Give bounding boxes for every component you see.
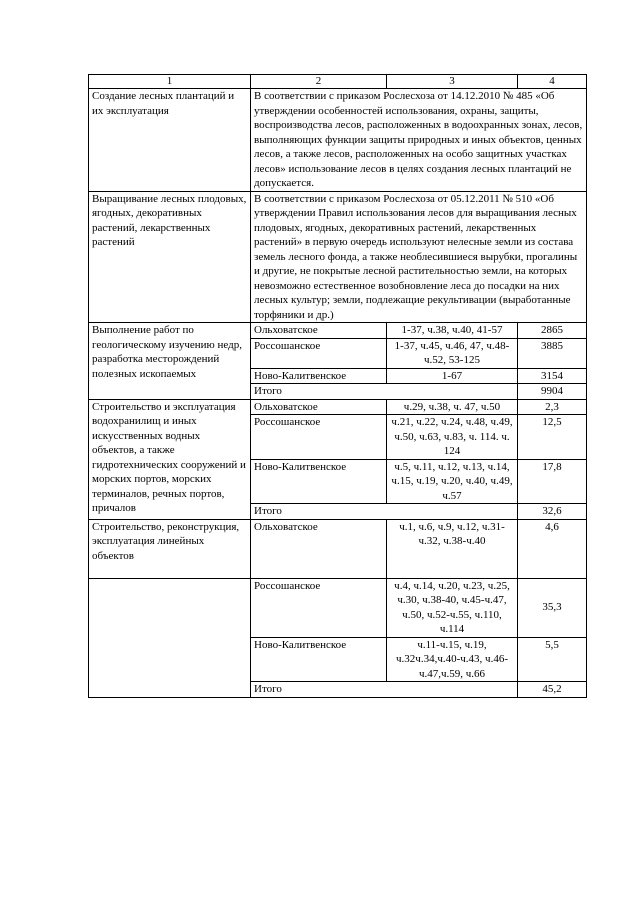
forestry-cell: Россошанское [251, 338, 387, 368]
total-label-cell: Итого [251, 504, 518, 520]
quarters-cell: ч.11-ч.15, ч.19, ч.32ч.34,ч.40-ч.43, ч.46-ч.47,ч.59, ч.66 [387, 637, 518, 682]
area-cell: 35,3 [518, 578, 587, 637]
use-type-cell-empty [89, 578, 251, 697]
area-cell: 2865 [518, 323, 587, 339]
table-row [89, 578, 587, 637]
description-cell: В соответствии с приказом Рослесхоза от 14.12.2010 № 485 «Об утверждении особенностей использования, охраны, защиты, воспроизводства лесов, расположенных в водоохранных зонах, лесов, выполняющих функции защиты природных и иных объектов, ценных лесов, а также лесов, расположенных на особо защитных участках лесов» использование лесов в целях создания лесных плантаций не допускается. [251, 89, 587, 192]
area-cell: 3154 [518, 368, 587, 384]
use-type-cell: Выращивание лесных плодовых, ягодных, декоративных растений, лекарственных растений [89, 191, 251, 323]
header-cell-1: 1 [89, 75, 251, 89]
area-cell: 12,5 [518, 415, 587, 460]
quarters-cell: 1-67 [387, 368, 518, 384]
use-type-cell: Выполнение работ по геологическому изучению недр, разработка месторождений полезных ископаемых [89, 323, 251, 400]
total-value-cell: 32,6 [518, 504, 587, 520]
use-type-cell: Создание лесных плантаций и их эксплуатация [89, 89, 251, 192]
header-row [89, 75, 587, 89]
table-row [89, 519, 587, 578]
header-cell-3: 3 [387, 75, 518, 89]
area-cell: 2,3 [518, 399, 587, 415]
area-cell: 17,8 [518, 459, 587, 504]
use-type-cell: Строительство, реконструкция, эксплуатация линейных объектов [89, 519, 251, 578]
forestry-cell: Россошанское [251, 415, 387, 460]
table-row [89, 89, 587, 192]
quarters-cell: ч.21, ч.22, ч.24, ч.48, ч.49, ч.50, ч.63, ч.83, ч. 114. ч. 124 [387, 415, 518, 460]
quarters-cell: ч.4, ч.14, ч.20, ч.23, ч.25, ч.30, ч.38-40, ч.45-ч.47, ч.50, ч.52-ч.55, ч.110, ч.114 [387, 578, 518, 637]
description-cell: В соответствии с приказом Рослесхоза от 05.12.2011 № 510 «Об утверждении Правил использования лесов для выращивания лесных плодовых, ягодных, декоративных растений, лекарственных растений» в первую очередь используют нелесные земли из состава земель лесного фонда, а также необлесившиеся вырубки, прогалины и другие, не покрытые лесной растительностью земли, на которых невозможно естественное возобновление леса до посадки на них лесных культур; земли, подлежащие рекультивации (выработанные торфяники и др.) [251, 191, 587, 323]
total-label-cell: Итого [251, 384, 518, 400]
area-cell: 3885 [518, 338, 587, 368]
header-cell-2: 2 [251, 75, 387, 89]
forestry-cell: Ново-Калитвенское [251, 368, 387, 384]
quarters-cell: ч.5, ч.11, ч.12, ч.13, ч.14, ч.15, ч.19, ч.20, ч.40, ч.49, ч.57 [387, 459, 518, 504]
table-row [89, 191, 587, 323]
area-cell: 4,6 [518, 519, 587, 578]
table-row [89, 323, 587, 339]
forestry-cell: Россошанское [251, 578, 387, 637]
use-type-cell: Строительство и эксплуатация водохранилищ и иных искусственных водных объектов, а также гидротехнических сооружений и морских портов, морских терминалов, речных портов, причалов [89, 399, 251, 519]
header-cell-4: 4 [518, 75, 587, 89]
total-label-cell: Итого [251, 682, 518, 698]
table-row [89, 399, 587, 415]
forestry-cell: Ольховатское [251, 399, 387, 415]
quarters-cell: 1-37, ч.38, ч.40, 41-57 [387, 323, 518, 339]
forestry-cell: Ольховатское [251, 323, 387, 339]
forestry-cell: Ново-Калитвенское [251, 637, 387, 682]
area-cell: 5,5 [518, 637, 587, 682]
forest-use-table [88, 74, 587, 698]
quarters-cell: ч.1, ч.6, ч.9, ч.12, ч.31-ч.32, ч.38-ч.40 [387, 519, 518, 578]
total-value-cell: 9904 [518, 384, 587, 400]
total-value-cell: 45,2 [518, 682, 587, 698]
forestry-cell: Ново-Калитвенское [251, 459, 387, 504]
quarters-cell: ч.29, ч.38, ч. 47, ч.50 [387, 399, 518, 415]
quarters-cell: 1-37, ч.45, ч.46, 47, ч.48-ч.52, 53-125 [387, 338, 518, 368]
forestry-cell: Ольховатское [251, 519, 387, 578]
